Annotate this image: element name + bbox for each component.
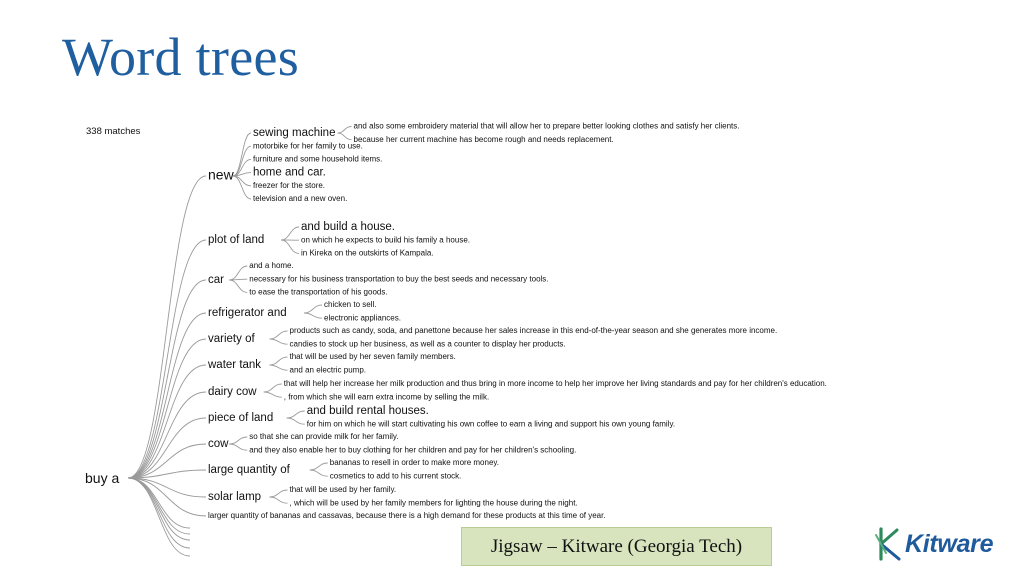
- branch-label: larger quantity of bananas and cassavas, because there is a high demand for these products at this time of year.: [208, 511, 606, 521]
- branch-label: variety of: [208, 333, 255, 346]
- branch-label: dairy cow: [208, 386, 257, 399]
- root-branch-line: [128, 392, 206, 478]
- phrase-label: furniture and some household items.: [253, 154, 383, 164]
- branch-line: [264, 392, 282, 397]
- root-branch-lines: [128, 176, 206, 556]
- kitware-logo-icon: [872, 526, 904, 562]
- branch-line: [233, 176, 251, 186]
- matches-count: 338 matches: [86, 126, 141, 137]
- phrase-label: , from which she will earn extra income by selling the milk.: [283, 392, 490, 402]
- phrase-label: chicken to sell.: [324, 300, 377, 310]
- branch-line: [270, 497, 288, 503]
- kitware-logo: [872, 524, 993, 564]
- phrase-label: that will help her increase her milk production and thus bring in more income to help her improve her living standards and pay for her children's education.: [283, 379, 827, 389]
- phrase-label: for him on which he will start cultivating his own coffee to earn a living and support his own young family.: [306, 419, 676, 429]
- branch-line: [270, 357, 288, 365]
- branch-line: [287, 411, 305, 418]
- branch-label: large quantity of: [208, 464, 290, 477]
- phrase-label: cosmetics to add to his current stock.: [329, 471, 462, 481]
- branch-line: [304, 305, 322, 313]
- branch-line: [310, 463, 328, 470]
- branch-label: piece of land: [208, 412, 274, 425]
- root-branch-line: [128, 176, 206, 478]
- phrase-label: and build rental houses.: [306, 405, 429, 418]
- phrase-label: and build a house.: [301, 221, 395, 234]
- branch-line: [233, 146, 251, 176]
- branch-line: [270, 365, 288, 370]
- phrase-label: products such as candy, soda, and panettone because her sales increase in this end-of-the-year season and she generates more income.: [289, 326, 778, 336]
- phrase-label: that will be used by her family.: [289, 485, 397, 495]
- phrase-label: on which he expects to build his family a house.: [301, 235, 470, 245]
- branch-line: [338, 133, 352, 140]
- branch-line: [233, 133, 251, 176]
- branch-label: new: [208, 166, 234, 183]
- branch-line: [338, 127, 352, 134]
- branch-label: solar lamp: [208, 491, 262, 504]
- phrase-label: electronic appliances.: [324, 313, 401, 323]
- branch-line: [270, 339, 288, 344]
- tree-branches: [207, 122, 827, 521]
- root-word: buy a: [85, 470, 120, 486]
- branch-line: [229, 280, 247, 292]
- branch-label: refrigerator and: [208, 307, 287, 320]
- branch-label: cow: [208, 438, 229, 451]
- branch-label: water tank: [208, 359, 262, 372]
- branch-line: [229, 444, 247, 450]
- phrase-label: candies to stock up her business, as well as a counter to display her products.: [289, 339, 566, 349]
- phrase-label: and also some embroidery material that will allow her to prepare better looking clothes and satisfy her clients.: [353, 121, 740, 131]
- phrase-label: freezer for the store.: [253, 180, 326, 190]
- branch-line: [310, 470, 328, 476]
- phrase-label: because her current machine has become rough and needs replacement.: [353, 134, 614, 144]
- branch-label: car: [208, 274, 224, 287]
- branch-line: [287, 418, 305, 424]
- attribution-caption: Jigsaw – Kitware (Georgia Tech): [461, 527, 772, 566]
- phrase-label: television and a new oven.: [253, 194, 348, 204]
- branch-line: [281, 227, 299, 240]
- slide-title: Word trees: [62, 27, 300, 87]
- root-branch-line: [128, 478, 190, 534]
- phrase-label: and a home.: [249, 261, 294, 271]
- branch-line: [270, 331, 288, 339]
- phrase-label: motorbike for her family to use.: [253, 141, 363, 151]
- phrase-label: bananas to resell in order to make more money.: [329, 458, 500, 468]
- phrase-label: in Kireka on the outskirts of Kampala.: [301, 248, 434, 258]
- root-branch-line: [128, 478, 206, 516]
- branch-line: [229, 266, 247, 280]
- phrase-label: necessary for his business transportation to buy the best seeds and necessary tools.: [249, 274, 549, 284]
- kitware-logo-text: Kitware: [905, 529, 994, 558]
- phrase-label: home and car.: [253, 166, 326, 179]
- root-branch-line: [128, 240, 206, 478]
- phrase-label: and an electric pump.: [289, 365, 366, 375]
- branch-line: [304, 313, 322, 318]
- branch-line: [270, 490, 288, 497]
- phrase-label: to ease the transportation of his goods.: [249, 287, 388, 297]
- phrase-label: so that she can provide milk for her family.: [249, 432, 399, 442]
- branch-label: plot of land: [208, 234, 265, 247]
- branch-line: [233, 176, 251, 199]
- branch-line: [281, 240, 299, 253]
- phrase-label: that will be used by her seven family members.: [289, 352, 456, 362]
- phrase-label: and they also enable her to buy clothing for her children and pay for her children's schooling.: [249, 445, 577, 455]
- phrase-label: , which will be used by her family members for lighting the house during the night.: [289, 498, 578, 508]
- branch-line: [229, 437, 247, 444]
- root-branch-line: [128, 478, 190, 528]
- phrase-label: sewing machine: [253, 127, 336, 140]
- branch-line: [264, 384, 282, 392]
